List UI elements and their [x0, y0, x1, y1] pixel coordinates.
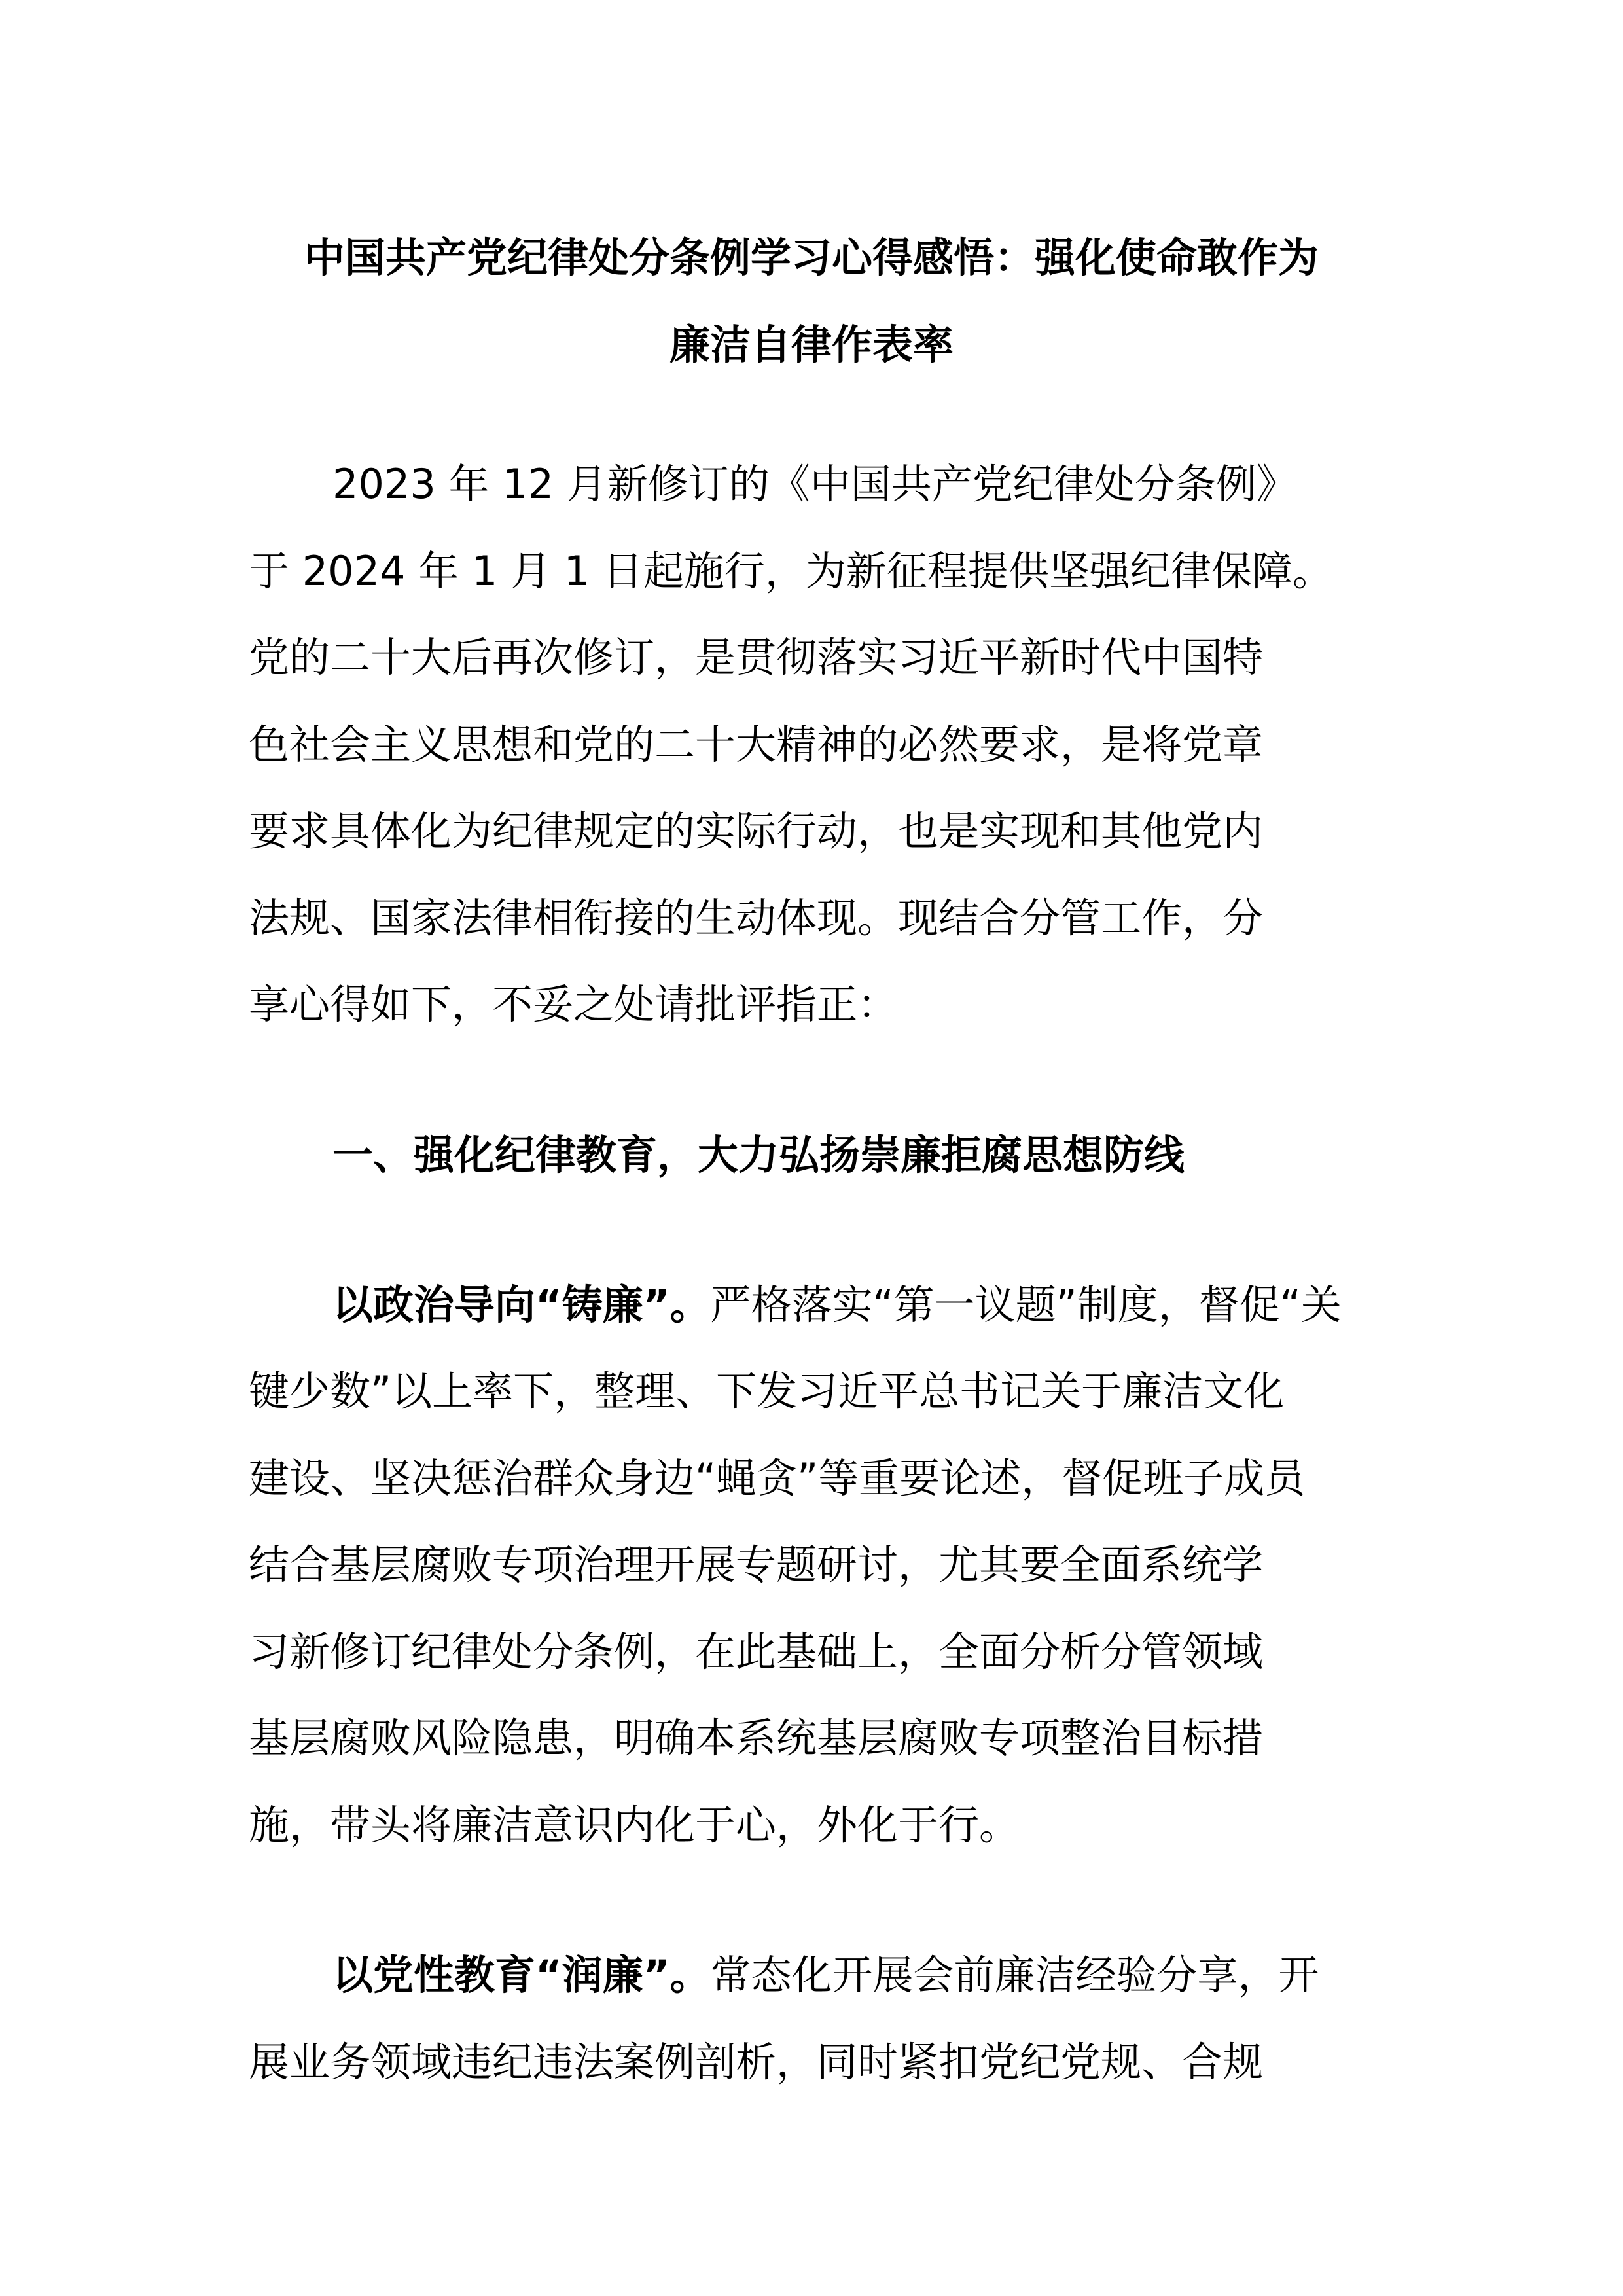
intro-line-3: 党的二十大后再次修订，是贯彻落实习近平新时代中国特: [249, 634, 1264, 681]
intro-line-2: 于 2024 年 1 月 1 日起施行，为新征程提供坚强纪律保障。: [249, 547, 1333, 595]
para1-line-3: 建设、坚决惩治群众身边“蝇贪”等重要论述，督促班子成员: [249, 1454, 1306, 1502]
intro-line-1: 2023 年 12 月新修订的《中国共产党纪律处分条例》: [332, 460, 1297, 508]
para1-lead: 以政治导向“铸廉”。: [332, 1281, 711, 1329]
para1-line-2: 键少数”以上率下，整理、下发习近平总书记关于廉洁文化: [249, 1367, 1285, 1415]
para2-line-2: 展业务领域违纪违法案例剖析，同时紧扣党纪党规、合规: [249, 2038, 1264, 2086]
para1-line-4: 结合基层腐败专项治理开展专题研讨，尤其要全面系统学: [249, 1541, 1264, 1588]
para2-line-1: [332, 1951, 1319, 1999]
para2-first-rest: 常态化开展会前廉洁经验分享，开: [710, 1951, 1319, 1999]
para1-line-7: 施，带头将廉洁意识内化于心，外化于行。: [249, 1801, 1020, 1849]
para1-first-rest: 严格落实“第一议题”制度，督促“关: [710, 1281, 1342, 1329]
document-title-line-2: 廉洁自律作表率: [669, 321, 954, 368]
para1-line-5: 习新修订纪律处分条例，在此基础上，全面分析分管领域: [249, 1628, 1264, 1676]
intro-line-4: 色社会主义思想和党的二十大精神的必然要求，是将党章: [249, 721, 1264, 768]
document-title-line-1: 中国共产党纪律处分条例学习心得感悟：强化使命敢作为: [304, 234, 1319, 281]
para2-lead: 以党性教育“润廉”。: [332, 1951, 711, 1999]
section-heading-1: 一、强化纪律教育，大力弘扬崇廉拒腐思想防线: [332, 1131, 1185, 1179]
intro-line-5: 要求具体化为纪律规定的实际行动，也是实现和其他党内: [249, 807, 1264, 855]
para1-line-1: [332, 1281, 1342, 1329]
intro-line-6: 法规、国家法律相衔接的生动体现。现结合分管工作，分: [249, 894, 1264, 942]
intro-line-7: 享心得如下，不妥之处请批评指正：: [249, 980, 899, 1028]
para1-line-6: 基层腐败风险隐患，明确本系统基层腐败专项整治目标措: [249, 1714, 1264, 1762]
